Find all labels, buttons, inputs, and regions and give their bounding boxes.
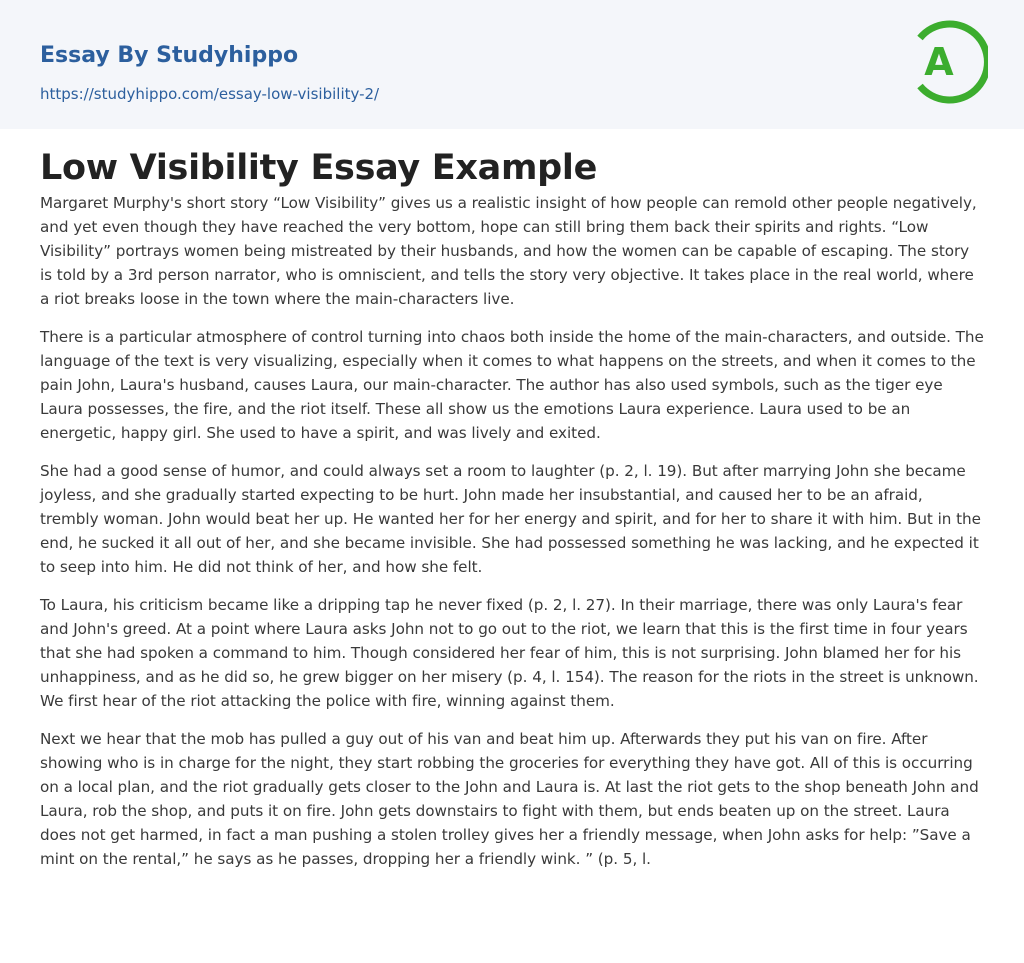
logo-letter: A — [924, 40, 954, 84]
studyhippo-logo-icon[interactable] — [910, 18, 988, 106]
paragraph-3: She had a good sense of humor, and could always set a room to laughter (p. 2, l. 19). But after marrying John she became joyless, and she gradually started expecting to be hurt. John made her insubstantial, and caused her to be an afraid, trembly woman. John would beat her up. He wanted her for her energy and spirit, and for her to share it with him. But in the end, he sucked it all out of her, and she became invisible. She had possessed something he was lacking, and he expected it to seep into him. He did not think of her, and how she felt. — [40, 462, 981, 576]
site-header — [0, 0, 1024, 129]
paragraph-2: There is a particular atmosphere of control turning into chaos both inside the home of the main-characters, and outside. The language of the text is very visualizing, especially when it comes to what happens on the streets, and when it comes to the pain John, Laura's husband, causes Laura, our main-character. The author has also used symbols, such as the tiger eye Laura possesses, the fire, and the riot itself. These all show us the emotions Laura experience. Laura used to be an energetic, happy girl. She used to have a spirit, and was lively and exited. — [40, 328, 984, 442]
paragraph-1: Margaret Murphy's short story “Low Visibility” gives us a realistic insight of how people can remold other people negatively, and yet even though they have reached the very bottom, hope can still bring them back their spirits and rights. “Low Visibility” portrays women being mistreated by their husbands, and how the women can be capable of escaping. The story is told by a 3rd person narrator, who is omniscient, and tells the story very objective. It takes place in the real world, where a riot breaks loose in the town where the main-characters live. — [40, 194, 977, 308]
site-brand[interactable]: Essay By Studyhippo — [40, 43, 299, 68]
page-title: Low Visibility Essay Example — [40, 148, 598, 188]
page-url-link[interactable]: https://studyhippo.com/essay-low-visibility-2/ — [40, 85, 380, 103]
paragraph-5: Next we hear that the mob has pulled a guy out of his van and beat him up. Afterwards they put his van on fire. After showing who is in charge for the night, they start robbing the groceries for everything they have got. All of this is occurring on a local plan, and the riot gradually gets closer to the John and Laura is. At last the riot gets to the shop beneath John and Laura, rob the shop, and puts it on fire. John gets downstairs to fight with them, but ends beaten up on the street. Laura does not get harmed, in fact a man pushing a stolen trolley gives her a friendly message, when John asks for help: ”Save a mint on the rental,” he says as he passes, dropping her a friendly wink. ” (p. 5, l. — [40, 730, 979, 868]
article-body — [0, 129, 1024, 871]
paragraph-4: To Laura, his criticism became like a dripping tap he never fixed (p. 2, l. 27). In their marriage, there was only Laura's fear and John's greed. At a point where Laura asks John not to go out to the riot, we learn that this is the first time in four years that she had spoken a command to him. Though considered her fear of him, this is not surprising. John blamed her for his unhappiness, and as he did so, he grew bigger on her misery (p. 4, l. 154). The reason for the riots in the street is unknown. We first hear of the riot attacking the police with fire, winning against them. — [40, 596, 979, 710]
